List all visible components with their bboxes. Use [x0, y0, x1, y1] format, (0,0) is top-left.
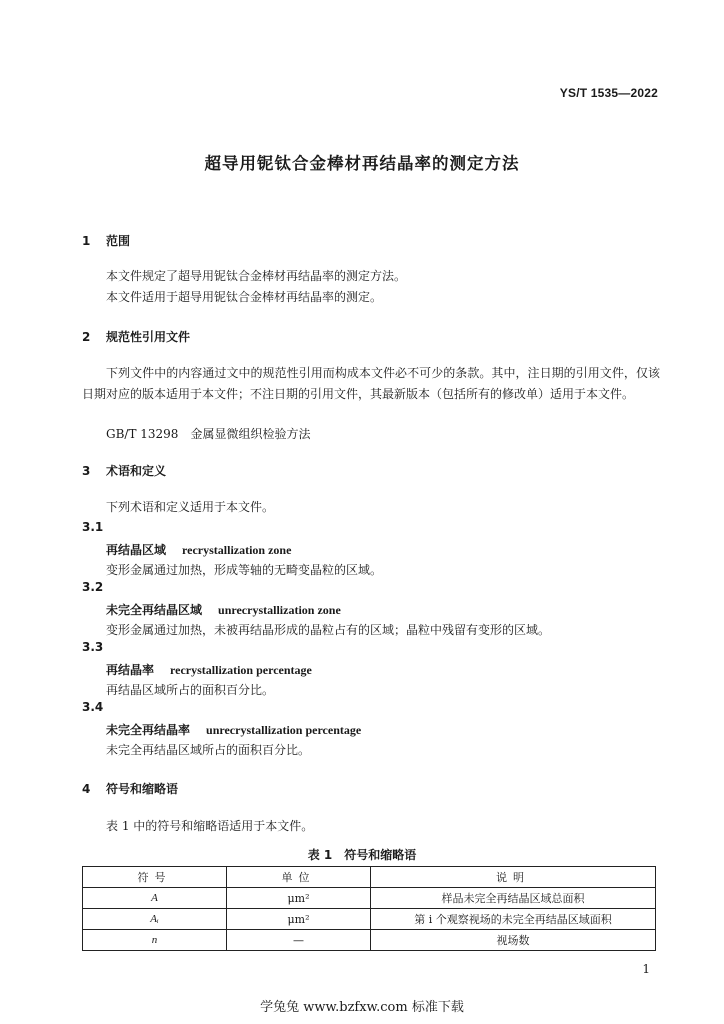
footer-watermark: 学兔兔 www.bzfxw.com 标准下载 — [260, 1000, 464, 1015]
symbol-cell: Aᵢ — [83, 909, 227, 930]
page-number: 1 — [642, 962, 650, 976]
term-number: 3.3 — [82, 640, 104, 654]
section-1-heading — [82, 232, 130, 249]
term-definition: 变形金属通过加热，形成等轴的无畸变晶粒的区域。 — [106, 563, 383, 577]
term-number: 3.4 — [82, 700, 104, 714]
term-entry — [106, 721, 361, 738]
section-number: 2 — [82, 330, 91, 344]
term-chinese: 未完全再结晶区域 — [106, 603, 203, 617]
symbol-cell: n — [83, 930, 227, 951]
table-caption: 表 1 符号和缩略语 — [307, 848, 417, 862]
unit-cell: — — [227, 930, 371, 951]
term-english: unrecrystallization zone — [218, 603, 341, 617]
document-title: 超导用铌钛合金棒材再结晶率的测定方法 — [204, 154, 520, 173]
term-number: 3.1 — [82, 520, 104, 534]
section-2-heading — [82, 328, 190, 345]
term-chinese: 未完全再结晶率 — [106, 723, 191, 737]
section-title: 范围 — [106, 234, 131, 248]
column-header: 单位 — [227, 867, 371, 888]
description-cell: 第 i 个观察视场的未完全再结晶区域面积 — [371, 909, 656, 930]
term-english: recrystallization percentage — [170, 663, 312, 677]
column-header: 符号 — [83, 867, 227, 888]
table-row — [83, 930, 656, 951]
term-english: unrecrystallization percentage — [206, 723, 362, 737]
term-definition: 未完全再结晶区域所占的面积百分比。 — [106, 743, 311, 757]
description-cell: 样品未完全再结晶区域总面积 — [371, 888, 656, 909]
term-definition: 变形金属通过加热，未被再结晶形成的晶粒占有的区域；晶粒中残留有变形的区域。 — [106, 623, 551, 637]
normative-reference: GB/T 13298 金属显微组织检验方法 — [106, 427, 311, 441]
description-cell: 视场数 — [371, 930, 656, 951]
unit-cell: μm² — [227, 909, 371, 930]
term-entry — [106, 541, 291, 558]
table-header-row — [83, 867, 656, 888]
column-header: 说明 — [371, 867, 656, 888]
section-number: 3 — [82, 464, 91, 478]
table-row — [83, 888, 656, 909]
term-definition: 再结晶区域所占的面积百分比。 — [106, 683, 275, 697]
paragraph: 下列术语和定义适用于本文件。 — [106, 500, 275, 514]
symbols-table — [82, 866, 656, 951]
section-title: 规范性引用文件 — [106, 330, 191, 344]
standard-number: YS/T 1535—2022 — [559, 86, 658, 100]
term-chinese: 再结晶区域 — [106, 543, 167, 557]
symbol-cell: A — [83, 888, 227, 909]
term-entry — [106, 601, 341, 618]
paragraph: 本文件适用于超导用铌钛合金棒材再结晶率的测定。 — [106, 290, 383, 304]
term-chinese: 再结晶率 — [106, 663, 155, 677]
section-title: 符号和缩略语 — [106, 782, 179, 796]
section-number: 4 — [82, 782, 91, 796]
paragraph: 本文件规定了超导用铌钛合金棒材再结晶率的测定方法。 — [106, 269, 407, 283]
unit-cell: μm² — [227, 888, 371, 909]
table-row — [83, 909, 656, 930]
paragraph: 下列文件中的内容通过文中的规范性引用而构成本文件必不可少的条款。其中，注日期的引用文件，仅该日期对应的版本适用于本文件；不注日期的引用文件，其最新版本（包括所有的修改单）适用于本文件。 — [82, 366, 660, 401]
section-number: 1 — [82, 234, 91, 248]
term-english: recrystallization zone — [182, 543, 292, 557]
section-title: 术语和定义 — [106, 464, 167, 478]
section-3-heading — [82, 462, 166, 479]
term-number: 3.2 — [82, 580, 104, 594]
paragraph: 表 1 中的符号和缩略语适用于本文件。 — [106, 819, 314, 833]
term-entry — [106, 661, 312, 678]
section-4-heading — [82, 780, 178, 797]
